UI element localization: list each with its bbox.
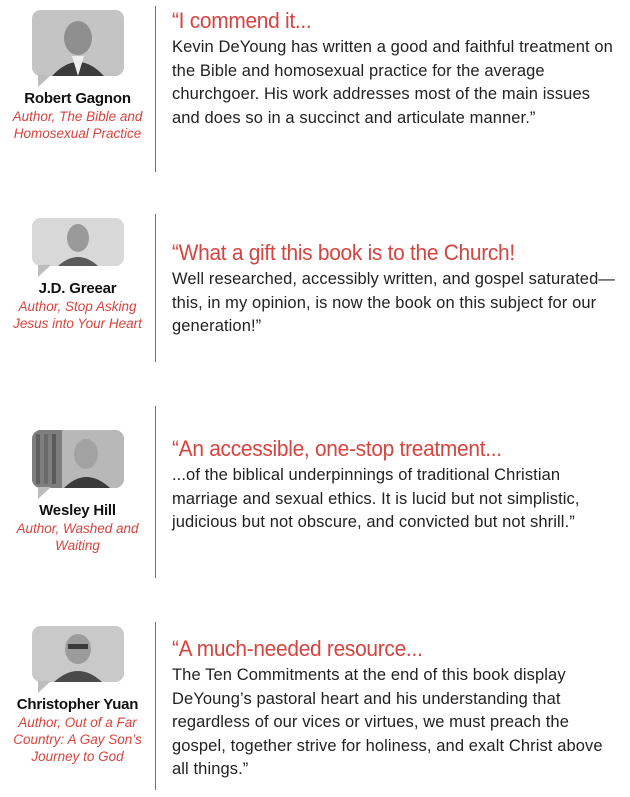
quote-headline: “What a gift this book is to the Church!	[172, 240, 515, 265]
endorser-role: Author, The Bible and Homosexual Practice	[12, 109, 143, 141]
quote-headline: “A much-needed resource...	[172, 636, 423, 661]
endorser-column	[0, 430, 155, 554]
endorser-role: Author, Out of a Far Country: A Gay Son’s Journey to God	[13, 715, 142, 764]
endorser-role: Author, Stop Asking Jesus into Your Heart	[13, 299, 142, 331]
avatar	[32, 218, 124, 266]
endorser-role: Author, Washed and Waiting	[16, 521, 139, 553]
divider-line	[155, 406, 156, 578]
quote-headline: “An accessible, one-stop treatment...	[172, 436, 502, 461]
endorser-name: Christopher Yuan	[16, 696, 139, 713]
quote-body: ...of the biblical underpinnings of traditional Christian marriage and sexual ethics. It is lucid but not simplistic, judicious but not obscure, and convicted but not shrill.”	[172, 466, 580, 531]
avatar	[32, 626, 124, 682]
divider-line	[155, 622, 156, 790]
endorser-column	[0, 218, 155, 332]
quote-body: The Ten Commitments at the end of this book display DeYoung’s pastoral heart and his understanding that regardless of our vices or virtues, we must preach the gospel, together strive for holiness, and exalt Christ above all things.”	[172, 666, 603, 778]
quote-body: Well researched, accessibly written, and gospel saturated—this, in my opinion, is now the book on this subject for our generation!”	[172, 270, 615, 335]
endorser-column	[0, 626, 155, 765]
quote-column	[172, 8, 622, 130]
quote-body: Kevin DeYoung has written a good and faithful treatment on the Bible and homosexual practice for the average churchgoer. His work addresses most of the main issues and does so in a succinct and articulate manner.”	[172, 38, 613, 127]
endorser-column	[0, 10, 155, 142]
divider-line	[155, 6, 156, 172]
endorser-name: J.D. Greear	[38, 280, 117, 297]
endorser-name: Robert Gagnon	[24, 90, 131, 107]
divider-line	[155, 214, 156, 362]
avatar	[32, 430, 124, 488]
quote-column	[172, 240, 622, 339]
quote-column	[172, 636, 622, 782]
quote-headline: “I commend it...	[172, 8, 312, 33]
quote-column	[172, 436, 622, 535]
endorser-name: Wesley Hill	[39, 502, 116, 519]
avatar	[32, 10, 124, 76]
